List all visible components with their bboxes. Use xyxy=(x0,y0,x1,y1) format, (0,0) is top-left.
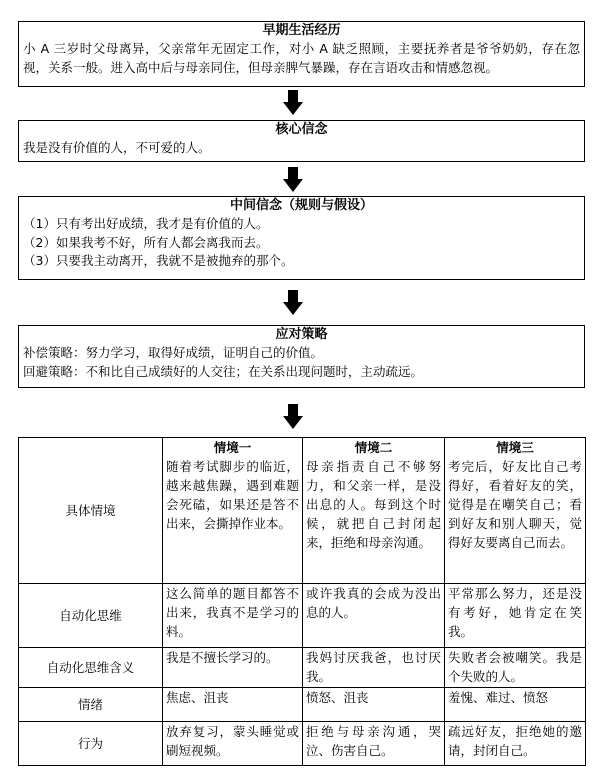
table-cell: 愤怒、沮丧 xyxy=(303,688,445,722)
table-cell: 我是不擅长学习的。 xyxy=(163,648,303,688)
intermediate-belief-item: （1）只有考出好成绩，我才是有价值的人。 xyxy=(23,216,269,231)
table-cell xyxy=(445,438,586,584)
table-cell: 羞愧、难过、愤怒 xyxy=(445,688,586,722)
row-label: 自动化思维含义 xyxy=(19,648,163,688)
coping-title: 应对策略 xyxy=(275,327,328,342)
early-life-box xyxy=(18,21,585,87)
table-row xyxy=(19,438,586,584)
core-belief-text: 我是没有价值的人，不可爱的人。 xyxy=(23,140,211,155)
core-belief-title: 核心信念 xyxy=(275,122,328,137)
table-cell: 这么简单的题目都答不出来，我真不是学习的料。 xyxy=(163,584,303,648)
row-label: 行为 xyxy=(19,722,163,766)
table-cell: 放弃复习，蒙头睡觉或刷短视频。 xyxy=(163,722,303,766)
cell-text: 考完后，好友比自己考得好，看着好友的笑，觉得是在嘲笑自己；看到好友和别人聊天，觉得好友要离自己而去。 xyxy=(448,459,582,550)
cell-text: 随着考试脚步的临近，越来越焦躁，遇到难题会死磕，如果还是答不出来，会撕掉作业本。 xyxy=(166,459,299,531)
coping-item: 回避策略：不和比自己成绩好的人交往；在关系出现问题时，主动疏远。 xyxy=(23,363,424,379)
cell-text: 母亲指责自己不够努力，和父亲一样，是没出息的人。每到这个时候，就把自己封闭起来，拒绝和母亲沟通。 xyxy=(306,459,441,550)
down-arrow-icon xyxy=(283,167,303,193)
intermediate-belief-title: 中间信念（规则与假设） xyxy=(229,198,373,213)
down-arrow-icon xyxy=(283,90,303,116)
table-row xyxy=(19,688,586,722)
table-row xyxy=(19,722,586,766)
table-cell xyxy=(303,438,445,584)
row-label: 自动化思维 xyxy=(19,584,163,648)
down-arrow-icon xyxy=(283,290,303,316)
row-label: 具体情境 xyxy=(19,438,163,584)
situation-table xyxy=(18,437,586,766)
table-cell: 或许我真的会成为没出息的人。 xyxy=(303,584,445,648)
intermediate-belief-item: （2）如果我考不好，所有人都会离我而去。 xyxy=(23,234,269,250)
intermediate-belief-box xyxy=(18,196,585,280)
column-header: 情境三 xyxy=(496,440,534,455)
coping-box xyxy=(18,325,585,388)
table-cell: 失败者会被嘲笑。我是个失败的人。 xyxy=(445,648,586,688)
early-life-title: 早期生活经历 xyxy=(262,23,341,38)
table-cell: 焦虑、沮丧 xyxy=(163,688,303,722)
column-header: 情境二 xyxy=(354,440,393,455)
intermediate-belief-item: （3）只要我主动离开，我就不是被抛弃的那个。 xyxy=(23,253,294,268)
early-life-text: 小 A 三岁时父母离异，父亲常年无固定工作，对小 A 缺乏照顾，主要抚养者是爷爷奶奶，存在忽视，关系一般。进入高中后与母亲同住，但母亲脾气暴躁，存在言语攻击和情感忽视。 xyxy=(23,41,580,75)
table-cell: 我妈讨厌我爸，也讨厌我。 xyxy=(303,648,445,688)
core-belief-box xyxy=(18,120,585,162)
table-cell xyxy=(163,438,303,584)
down-arrow-icon xyxy=(283,404,303,430)
row-label: 情绪 xyxy=(19,688,163,722)
table-cell: 疏远好友，拒绝她的邀请，封闭自己。 xyxy=(445,722,586,766)
table-cell: 平常那么努力，还是没有考好，她肯定在笑我。 xyxy=(445,584,586,648)
table-row xyxy=(19,648,586,688)
column-header: 情境一 xyxy=(213,440,252,455)
coping-item: 补偿策略：努力学习，取得好成绩，证明自己的价值。 xyxy=(23,345,324,360)
table-cell: 拒绝与母亲沟通，哭泣、伤害自己。 xyxy=(303,722,445,766)
table-row xyxy=(19,584,586,648)
